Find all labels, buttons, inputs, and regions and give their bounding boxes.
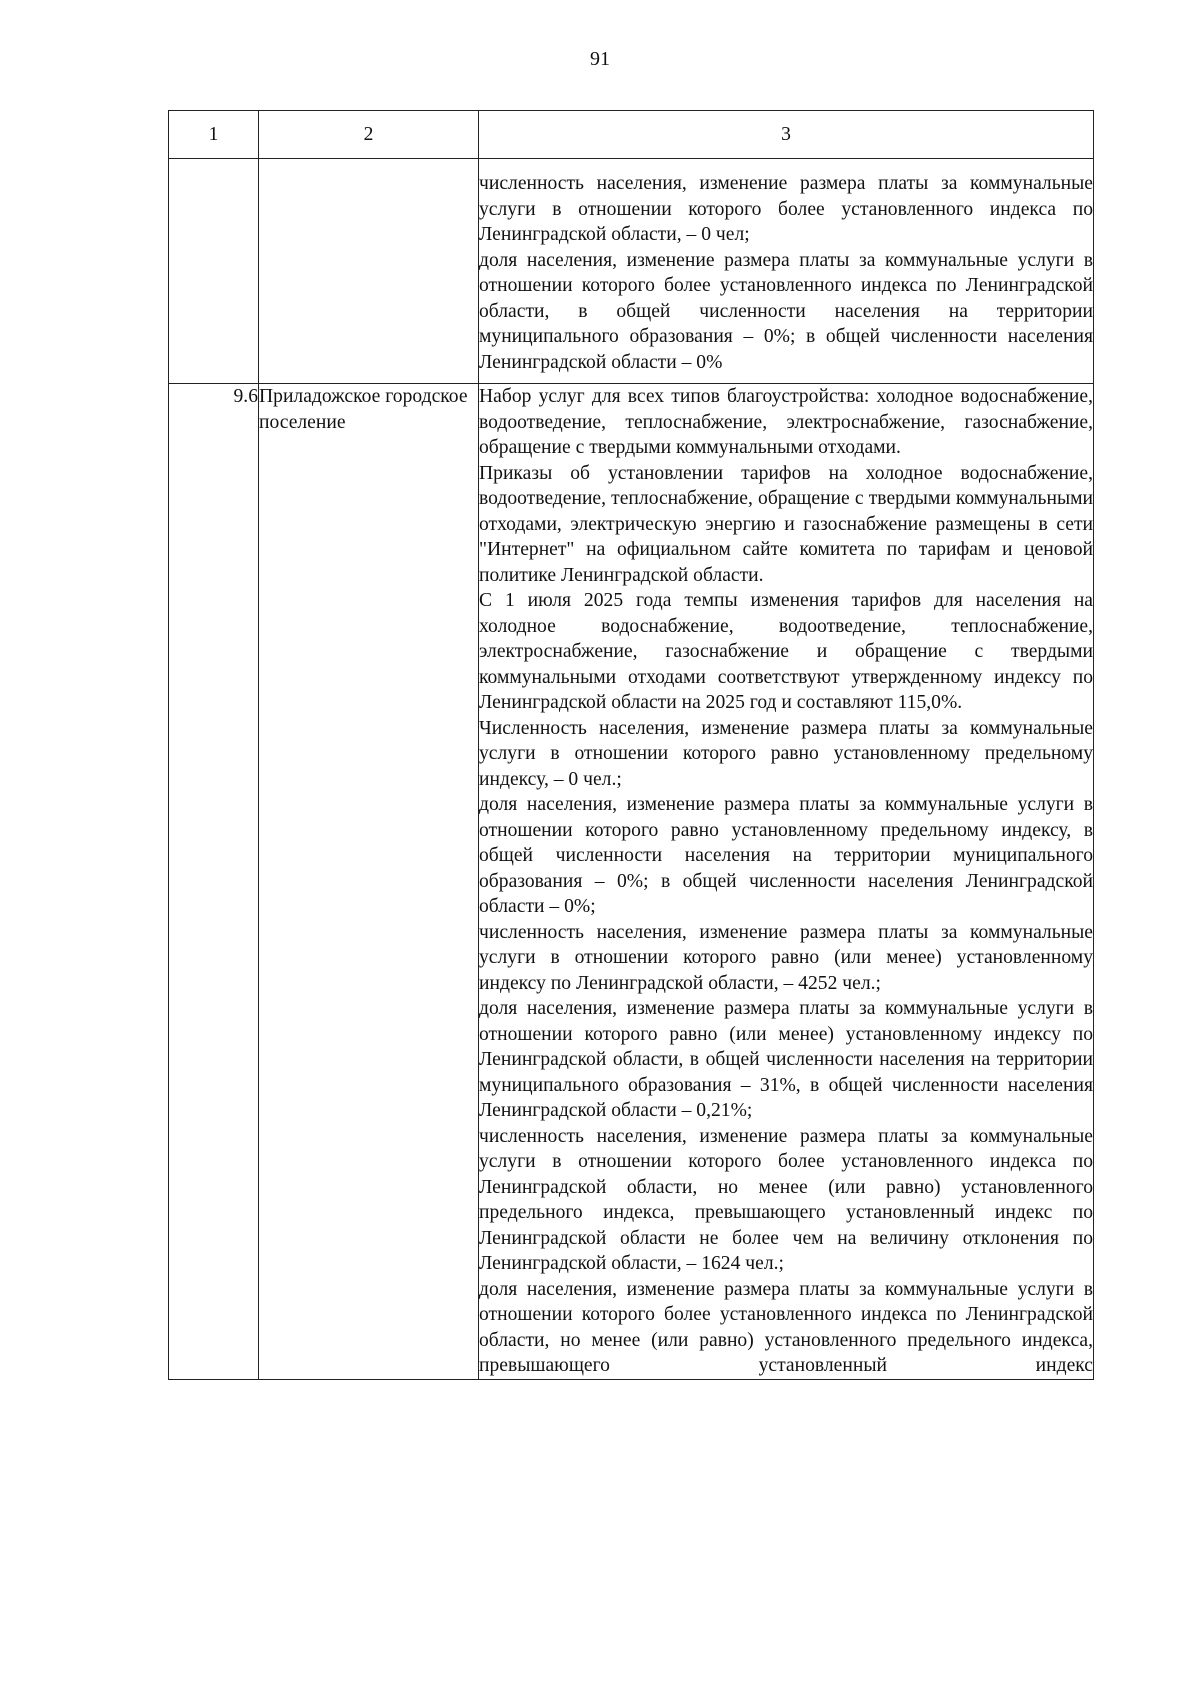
description-paragraph: Приказы об установлении тарифов на холодное водоснабжение, водоотведение, теплоснабжение, обращение с твердыми коммунальными отходами, электрическую энергию и газоснабжение размещены в сети "Интернет" на официальном сайте комитета по тарифам и ценовой политике Ленинградской области. [479,462,1093,586]
description-paragraph: численность населения, изменение размера платы за коммунальные услуги в отношении которого более установленного индекса по Ленинградской области, – 0 чел; [479,173,1093,245]
row-description [479,384,1094,1380]
column-header: 1 [169,111,259,159]
description-paragraph: доля населения, изменение размера платы за коммунальные услуги в отношении которого равно установленному предельному индексу, в общей численности населения на территории муниципального образования – 0%; в общей численности населения Ленинградской области – 0%; [479,794,1093,917]
table-row [169,159,1094,384]
table-header-row [169,111,1094,159]
page-number: 91 [590,48,610,70]
row-description [479,159,1094,384]
row-number [169,159,259,384]
description-paragraph: численность населения, изменение размера платы за коммунальные услуги в отношении которого более установленного индекса по Ленинградской области, но менее (или равно) установленного предельного индекса, превышающего установленный индекс по Ленинградской области не более чем на величину отклонения по Ленинградской области, – 1624 чел.; [479,1125,1093,1274]
row-number: 9.6 [169,384,259,1380]
document-table [168,110,1094,1380]
table-row [169,384,1094,1380]
description-paragraph: доля населения, изменение размера платы за коммунальные услуги в отношении которого равно (или менее) установленному индексу по Ленинградской области, в общей численности населения на территории муниципального образования – 31%, в общей численности населения Ленинградской области – 0,21%; [479,998,1093,1121]
description-paragraph: Набор услуг для всех типов благоустройства: холодное водоснабжение, водоотведение, теплоснабжение, электроснабжение, газоснабжение, обращение с твердыми коммунальными отходами. [479,386,1093,458]
description-paragraph: доля населения, изменение размера платы за коммунальные услуги в отношении которого более установленного индекса по Ленинградской области, но менее (или равно) установленного предельного индекса, превышающего установленный индекс [479,1278,1093,1376]
description-paragraph: доля населения, изменение размера платы за коммунальные услуги в отношении которого более установленного индекса по Ленинградской области, в общей численности населения на территории муниципального образования – 0%; в общей численности населения Ленинградской области – 0% [479,249,1093,373]
settlement-name: Приладожское городское поселение [259,384,479,1380]
column-header: 3 [479,111,1094,159]
description-paragraph: численность населения, изменение размера платы за коммунальные услуги в отношении которого равно (или менее) установленному индексу по Ленинградской области, – 4252 чел.; [479,921,1093,994]
settlement-name [259,159,479,384]
description-paragraph: С 1 июля 2025 года темпы изменения тарифов для населения на холодное водоснабжение, водоотведение, теплоснабжение, электроснабжение, газоснабжение и обращение с твердыми коммунальными отходами соответствуют утвержденному индексу по Ленинградской области на 2025 год и составляют 115,0%. [479,590,1093,713]
description-paragraph: Численность населения, изменение размера платы за коммунальные услуги в отношении которого равно установленному предельному индексу, – 0 чел.; [479,717,1093,790]
column-header: 2 [259,111,479,159]
